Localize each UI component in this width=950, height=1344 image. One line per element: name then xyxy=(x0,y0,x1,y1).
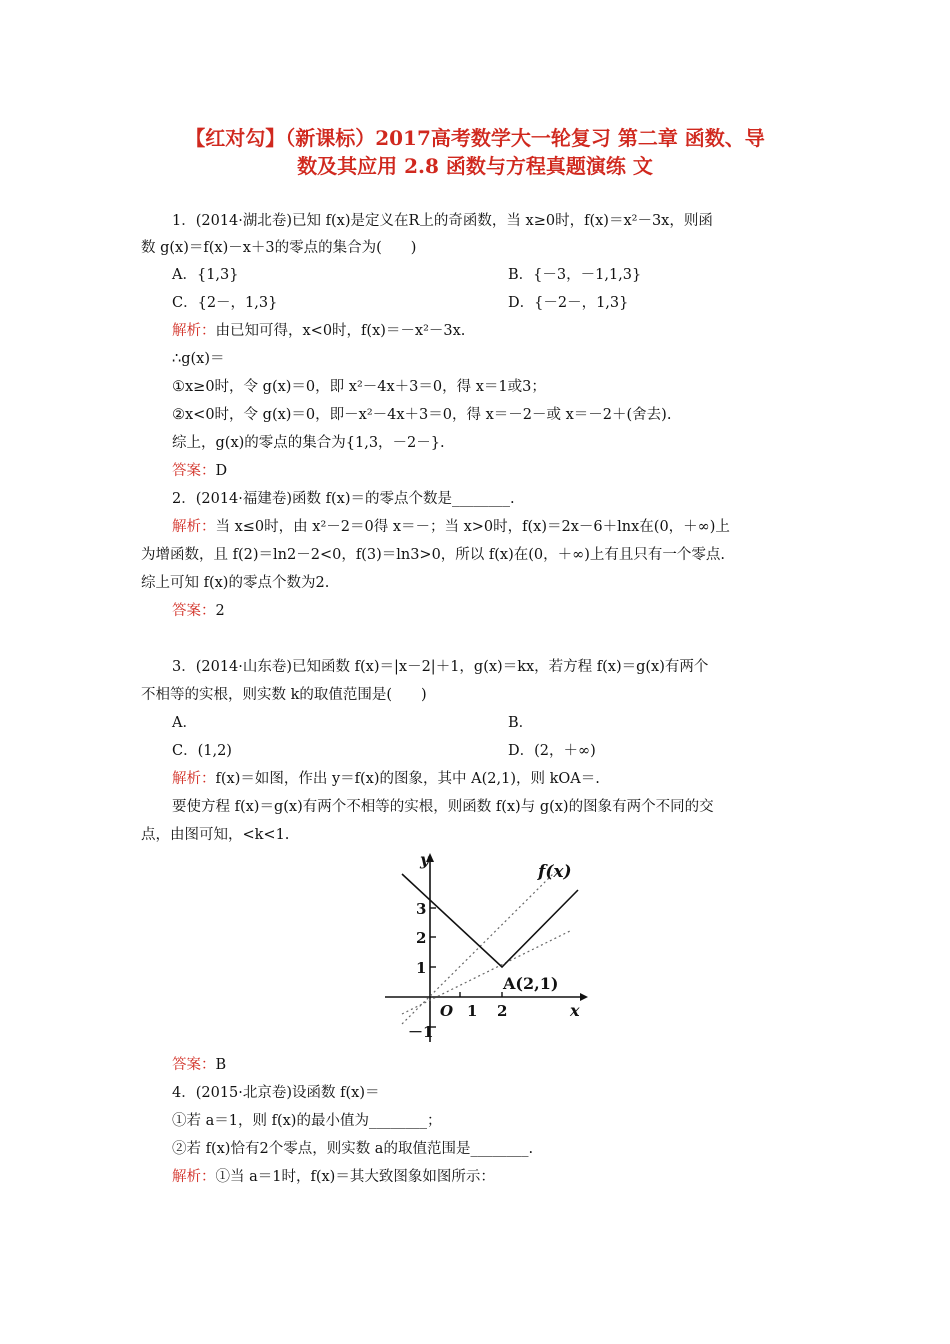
q1-option-c: C．{2－，1,3} xyxy=(172,295,278,311)
q3-option-b: B． xyxy=(508,715,534,731)
point-a-label: A(2,1) xyxy=(503,974,559,993)
q1-option-a: A．{1,3} xyxy=(172,267,239,283)
q2-analysis-line-3: 综上可知 f(x)的零点个数为2. xyxy=(141,575,330,591)
q4-part-2: ②若 f(x)恰有2个零点，则实数 a的取值范围是________. xyxy=(172,1141,534,1157)
q4-analysis-line-1 xyxy=(172,1167,495,1187)
analysis-label: 解析： xyxy=(172,1169,216,1185)
title-line-2: 数及其应用 2.8 函数与方程真题演练 文 xyxy=(297,154,653,178)
q3-option-a: A． xyxy=(172,715,197,731)
x-tick-label-2: 2 xyxy=(497,1002,508,1020)
y-tick-label-3: 3 xyxy=(416,900,427,918)
q3-answer xyxy=(172,1055,226,1075)
q1-analysis-line-4: ②x<0时，令 g(x)＝0，即－x²－4x＋3＝0，得 x＝－2－或 x＝－2＋(舍去). xyxy=(172,407,672,423)
answer-value: D xyxy=(215,463,228,479)
graph-svg xyxy=(380,842,600,1047)
origin-label: O xyxy=(440,1002,454,1020)
analysis-text: 当 x≤0时，由 x²－2＝0得 x＝－；当 x>0时，f(x)＝2x－6＋lnx在(0，＋∞)上 xyxy=(215,519,730,535)
q1-analysis-line-5: 综上，g(x)的零点的集合为{1,3，－2－}. xyxy=(172,435,445,451)
q1-answer xyxy=(172,461,227,481)
analysis-label: 解析： xyxy=(172,519,216,535)
q1-analysis-line-3: ①x≥0时，令 g(x)＝0，即 x²－4x＋3＝0，得 x＝1或3； xyxy=(172,379,546,395)
q2-answer xyxy=(172,601,225,621)
q1-option-b: B．{－3，－1,1,3} xyxy=(508,267,642,283)
y-tick-label-1: 1 xyxy=(416,959,427,977)
y-axis-label: y xyxy=(420,850,430,869)
q4-stem: 4．(2015·北京卷)设函数 f(x)＝ xyxy=(172,1085,380,1101)
q3-analysis-line-3: 点，由图可知，<k<1. xyxy=(141,827,290,843)
q3-option-c: C．(1,2) xyxy=(172,743,232,759)
fx-label: f(x) xyxy=(538,862,572,882)
analysis-label: 解析： xyxy=(172,323,216,339)
q3-option-d: D．(2，＋∞) xyxy=(508,743,596,759)
answer-value: 2 xyxy=(215,603,225,619)
analysis-label: 解析： xyxy=(172,771,216,787)
q1-option-d: D．{－2－，1,3} xyxy=(508,295,629,311)
analysis-text: ①当 a＝1时，f(x)＝其大致图象如图所示： xyxy=(215,1169,495,1185)
x-axis-label: x xyxy=(570,1001,580,1020)
q1-analysis-line-2: ∴g(x)＝ xyxy=(172,351,225,367)
q3-analysis-line-1 xyxy=(172,769,600,789)
y-tick-label-minus1: －1 xyxy=(408,1023,434,1041)
q3-stem-line-2: 不相等的实根，则实数 k的取值范围是( ) xyxy=(141,687,427,703)
answer-label: 答案： xyxy=(172,1057,216,1073)
answer-label: 答案： xyxy=(172,463,216,479)
analysis-text: f(x)＝如图，作出 y＝f(x)的图象，其中 A(2,1)，则 kOA＝. xyxy=(215,771,600,787)
x-tick-label-1: 1 xyxy=(467,1002,478,1020)
function-graph xyxy=(380,842,600,1047)
analysis-text: 由已知可得，x<0时，f(x)＝－x²－3x. xyxy=(215,323,466,339)
q2-analysis-line-1 xyxy=(172,517,730,537)
answer-value: B xyxy=(215,1057,227,1073)
q3-stem-line-1: 3．(2014·山东卷)已知函数 f(x)＝|x－2|＋1，g(x)＝kx，若方程 f(x)＝g(x)有两个 xyxy=(172,659,709,675)
document-title xyxy=(120,124,830,180)
y-tick-label-2: 2 xyxy=(416,929,427,947)
q1-analysis-line-1 xyxy=(172,321,465,341)
q3-analysis-line-2: 要使方程 f(x)＝g(x)有两个不相等的实根，则函数 f(x)与 g(x)的图象有两个不同的交 xyxy=(172,799,714,815)
f-x-curve xyxy=(402,874,578,967)
line-slope-oa-dotted xyxy=(402,930,572,1014)
q1-stem-line-2: 数 g(x)＝f(x)－x＋3的零点的集合为( ) xyxy=(141,240,417,256)
answer-label: 答案： xyxy=(172,603,216,619)
x-axis-arrow xyxy=(580,993,588,1001)
title-line-1: 【红对勾】（新课标）2017高考数学大一轮复习 第二章 函数、导 xyxy=(185,126,765,150)
q4-part-1: ①若 a＝1，则 f(x)的最小值为________； xyxy=(172,1113,442,1129)
q1-stem-line-1: 1．(2014·湖北卷)已知 f(x)是定义在R上的奇函数，当 x≥0时，f(x)＝x²－3x，则函 xyxy=(172,213,713,229)
q2-analysis-line-2: 为增函数，且 f(2)＝ln2－2<0，f(3)＝ln3>0，所以 f(x)在(0，＋∞)上有且只有一个零点. xyxy=(141,547,725,563)
q2-stem: 2．(2014·福建卷)函数 f(x)＝的零点个数是________. xyxy=(172,491,515,507)
